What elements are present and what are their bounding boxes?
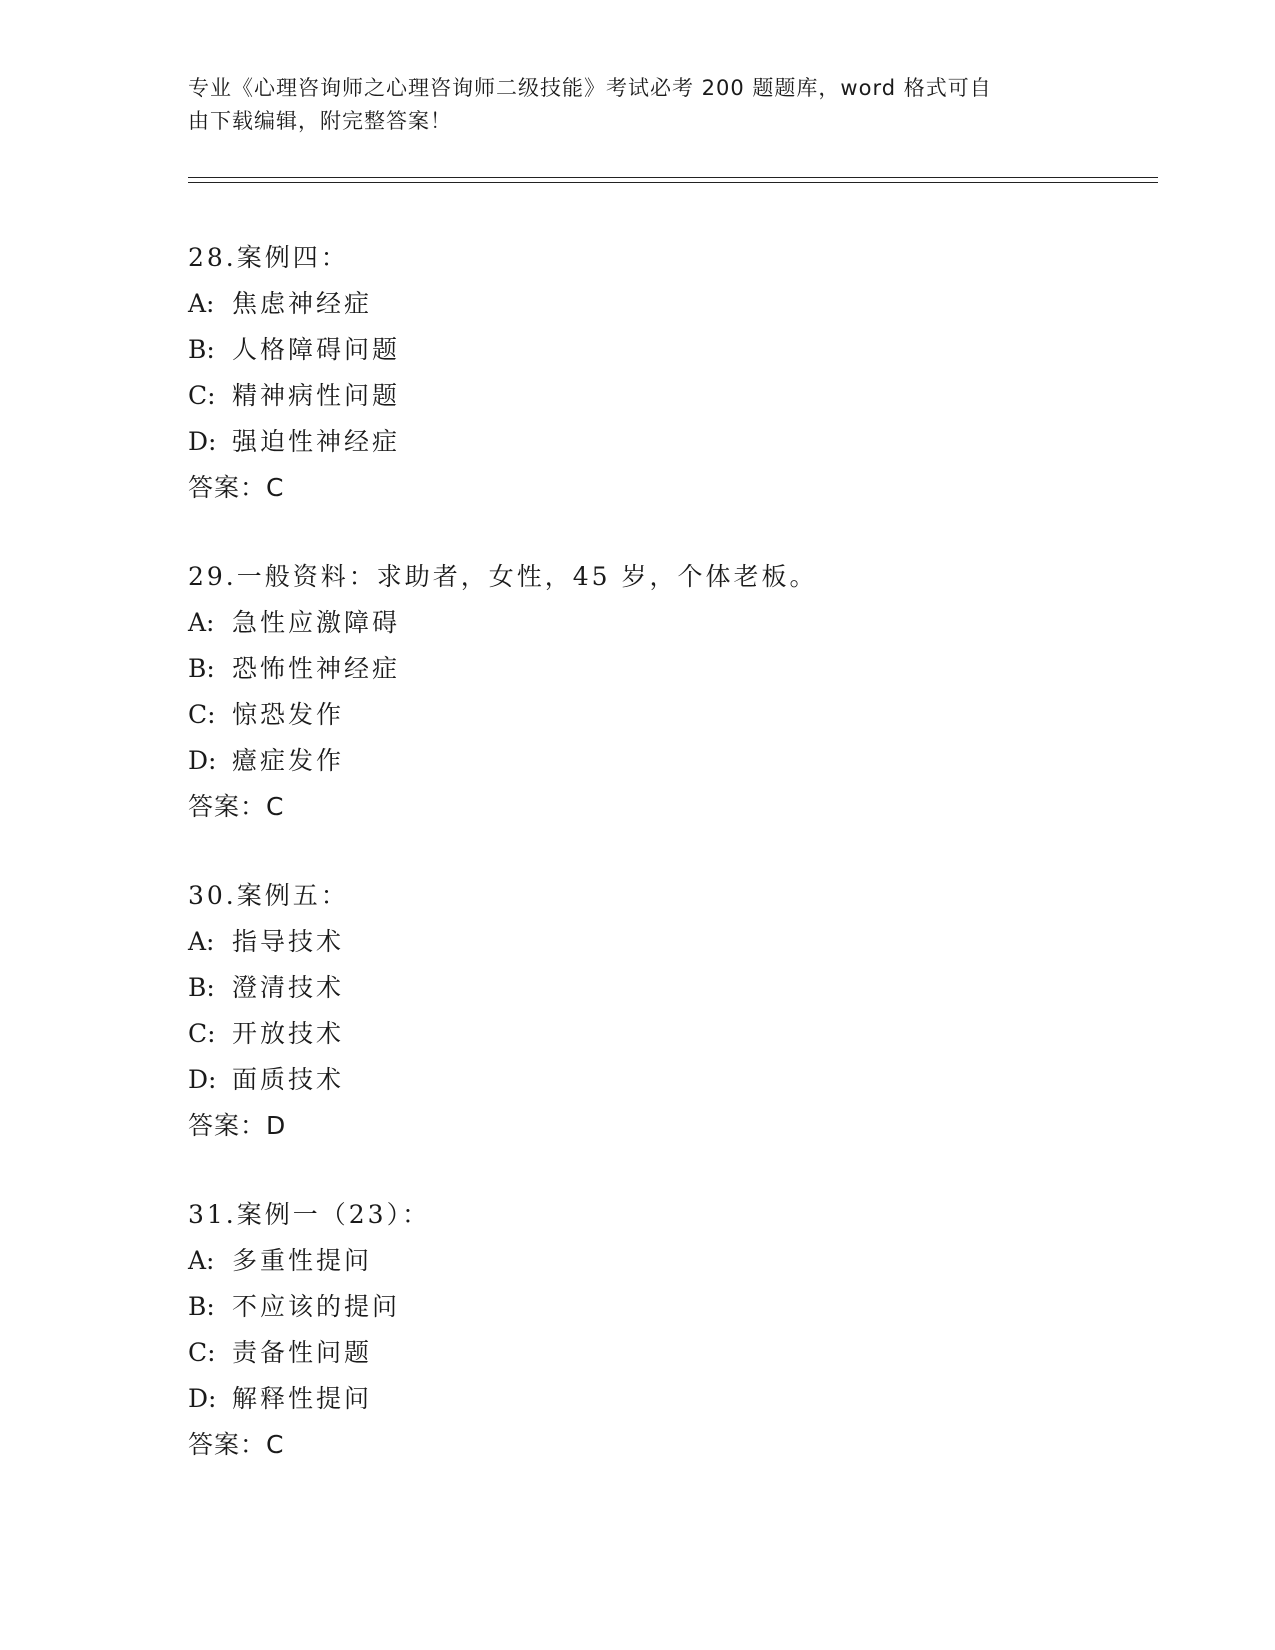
option-b xyxy=(188,965,1138,1011)
document-header xyxy=(188,72,1068,138)
question-28 xyxy=(188,235,1138,511)
option-text: 澄清技术 xyxy=(232,973,345,1002)
option-d xyxy=(188,738,1138,784)
option-letter: D: xyxy=(188,1065,217,1094)
option-text: 多重性提问 xyxy=(232,1246,373,1275)
header-line-2: 由下载编辑，附完整答案！ xyxy=(188,109,452,133)
option-text: 恐怖性神经症 xyxy=(232,654,401,683)
option-text: 人格障碍问题 xyxy=(232,335,401,364)
question-31 xyxy=(188,1192,1138,1468)
option-text: 开放技术 xyxy=(232,1019,345,1048)
option-letter: B: xyxy=(188,335,215,364)
answer-line: 答案：C xyxy=(188,473,285,502)
option-letter: D: xyxy=(188,427,217,456)
option-text: 面质技术 xyxy=(232,1065,345,1094)
option-d xyxy=(188,419,1138,465)
answer-line: 答案：C xyxy=(188,1430,285,1459)
header-line-1: 专业《心理咨询师之心理咨询师二级技能》考试必考 200 题题库，word 格式可自 xyxy=(188,76,992,100)
answer-line: 答案：C xyxy=(188,792,285,821)
option-letter: B: xyxy=(188,973,215,1002)
option-text: 急性应激障碍 xyxy=(232,608,401,637)
option-text: 精神病性问题 xyxy=(232,381,401,410)
option-letter: A: xyxy=(188,608,215,637)
option-letter: C: xyxy=(188,700,216,729)
option-letter: B: xyxy=(188,654,215,683)
option-text: 解释性提问 xyxy=(232,1384,373,1413)
option-c xyxy=(188,373,1138,419)
option-a xyxy=(188,1238,1138,1284)
header-rule-top xyxy=(188,177,1158,178)
option-text: 不应该的提问 xyxy=(232,1292,401,1321)
option-c xyxy=(188,1330,1138,1376)
question-stem: 31.案例一（23）： xyxy=(188,1200,431,1229)
answer-line: 答案：D xyxy=(188,1111,287,1140)
option-d xyxy=(188,1057,1138,1103)
question-29 xyxy=(188,554,1138,830)
option-c xyxy=(188,692,1138,738)
option-a xyxy=(188,281,1138,327)
option-d xyxy=(188,1376,1138,1422)
option-letter: D: xyxy=(188,1384,217,1413)
option-text: 指导技术 xyxy=(232,927,345,956)
option-letter: A: xyxy=(188,1246,215,1275)
option-letter: A: xyxy=(188,927,215,956)
question-stem: 28.案例四： xyxy=(188,243,349,272)
option-letter: C: xyxy=(188,381,216,410)
option-text: 焦虑神经症 xyxy=(232,289,373,318)
option-a xyxy=(188,919,1138,965)
option-letter: A: xyxy=(188,289,215,318)
option-letter: D: xyxy=(188,746,217,775)
question-30 xyxy=(188,873,1138,1149)
option-b xyxy=(188,1284,1138,1330)
option-text: 强迫性神经症 xyxy=(232,427,401,456)
question-stem: 30.案例五： xyxy=(188,881,349,910)
option-letter: B: xyxy=(188,1292,215,1321)
option-b xyxy=(188,327,1138,373)
header-rule-bottom xyxy=(188,182,1158,183)
option-text: 癔症发作 xyxy=(232,746,345,775)
option-text: 惊恐发作 xyxy=(232,700,345,729)
question-stem: 29.一般资料：求助者，女性，45 岁，个体老板。 xyxy=(188,562,818,591)
option-a xyxy=(188,600,1138,646)
option-letter: C: xyxy=(188,1338,216,1367)
option-c xyxy=(188,1011,1138,1057)
option-letter: C: xyxy=(188,1019,216,1048)
option-text: 责备性问题 xyxy=(232,1338,373,1367)
question-list xyxy=(188,235,1138,1511)
option-b xyxy=(188,646,1138,692)
